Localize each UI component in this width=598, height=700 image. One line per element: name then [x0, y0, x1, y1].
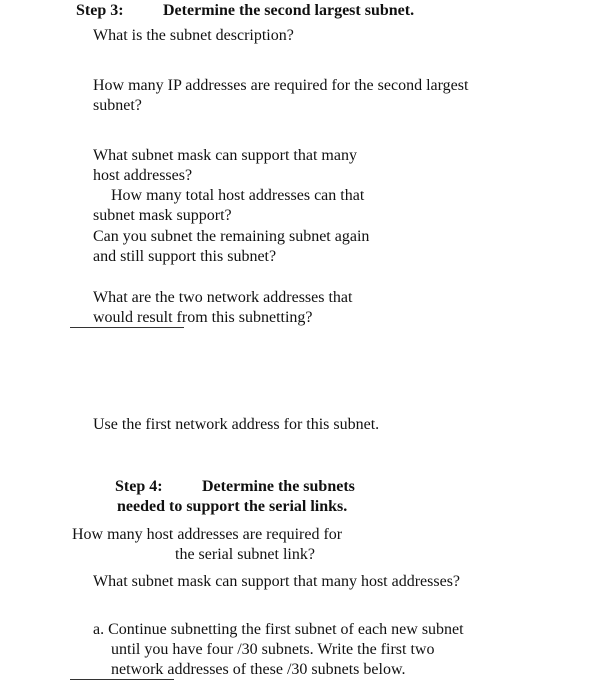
step4-title-line1: Determine the subnets — [202, 478, 355, 495]
question-network-addresses-line1: What are the two network addresses that — [93, 289, 353, 306]
item-a-line3: network addresses of these /30 subnets below. — [111, 661, 406, 678]
question-subnet-again-line2: and still support this subnet? — [93, 248, 277, 265]
step3-label: Step 3: — [76, 2, 124, 19]
question-total-hosts-line1: How many total host addresses can that — [111, 187, 365, 204]
step4-label: Step 4: — [115, 478, 163, 495]
question-serial-hosts-line1: How many host addresses are required for — [72, 526, 343, 543]
answer-underline — [70, 679, 174, 680]
question-serial-hosts-line2: the serial subnet link? — [175, 546, 315, 563]
step3-title: Determine the second largest subnet. — [163, 2, 415, 19]
question-serial-subnet-mask: What subnet mask can support that many host addresses? — [93, 573, 461, 590]
answer-underline — [70, 327, 184, 328]
question-network-addresses-line2: would result from this subnetting? — [93, 309, 313, 326]
item-a-line2: until you have four /30 subnets. Write the first two — [111, 641, 435, 658]
question-subnet-mask-line2: host addresses? — [93, 167, 193, 184]
question-ip-required-line1: How many IP addresses are required for the second largest — [93, 77, 469, 94]
question-total-hosts-line2: subnet mask support? — [93, 207, 232, 224]
step4-title-line2: needed to support the serial links. — [117, 498, 348, 515]
instruction-first-network-address: Use the first network address for this subnet. — [93, 416, 380, 433]
question-subnet-again-line1: Can you subnet the remaining subnet again — [93, 228, 370, 245]
question-subnet-mask-line1: What subnet mask can support that many — [93, 147, 357, 164]
item-a-line1: a. Continue subnetting the first subnet of each new subnet — [93, 621, 464, 638]
question-subnet-description: What is the subnet description? — [93, 27, 294, 44]
question-ip-required-line2: subnet? — [93, 97, 142, 114]
